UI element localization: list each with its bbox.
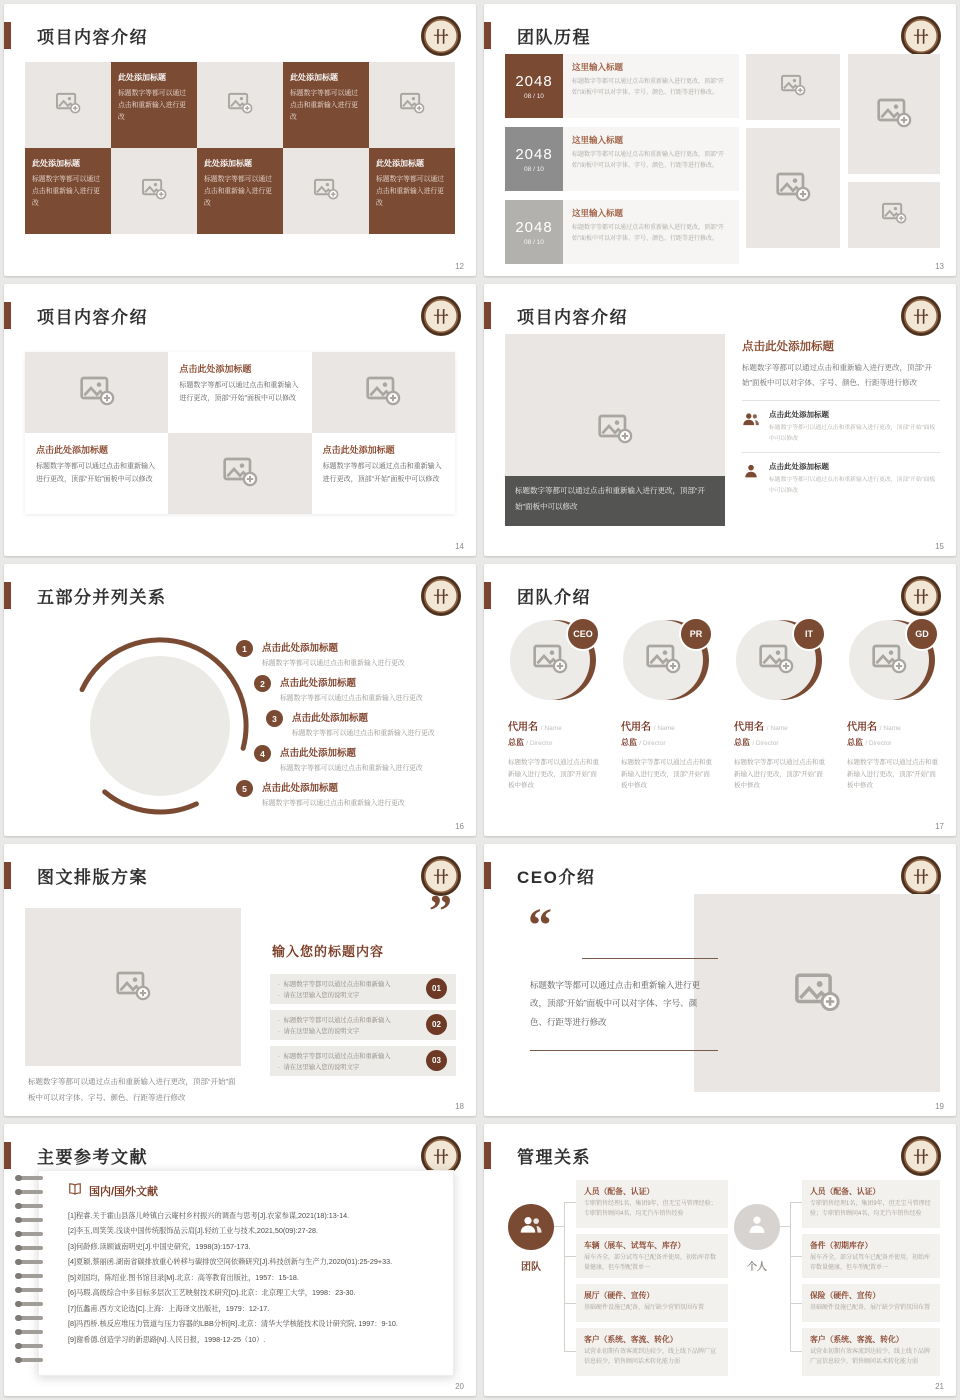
item-number: 4 bbox=[254, 745, 271, 762]
cell-body: 标题数字等都可以通过点击和重新输入进行更改 bbox=[290, 90, 358, 122]
org-box-body: 专职销售经理1名，集团9年，但无宝马管理经验；专职销售顾问4名，均无汽车销售经验 bbox=[584, 1201, 717, 1217]
slide-13-team-history[interactable] bbox=[484, 4, 956, 276]
image-caption: 标题数字等都可以通过点击和重新输入进行更改，顶部“开始”面板中可以修改 bbox=[505, 476, 725, 526]
accent-bar bbox=[4, 22, 11, 49]
cell-title: 此处添加标题 bbox=[32, 159, 80, 168]
image-placeholder-icon bbox=[775, 170, 811, 207]
book-icon bbox=[68, 1182, 82, 1200]
item-number: 1 bbox=[236, 640, 253, 657]
item-title: 点击此处添加标题 bbox=[280, 748, 357, 759]
text-cell bbox=[283, 62, 369, 148]
section-heading: 输入您的标题内容 bbox=[272, 944, 385, 959]
brand-logo-icon: 卄 bbox=[901, 16, 941, 56]
numbered-item bbox=[270, 1010, 456, 1040]
content-grid bbox=[25, 352, 455, 514]
numbered-item bbox=[270, 1046, 456, 1076]
image-placeholder-icon bbox=[645, 642, 681, 679]
quote-mark-icon: ” bbox=[429, 885, 452, 936]
timeline-body: 标题数字等都可以通过点击和重新输入进行更改，顶部“开始”面板中可以对字体、字号、颜色、行距等进行修改。 bbox=[572, 225, 724, 243]
reference-item: [8]冯西桥.核反应堆压力管道与压力容器的LBB分析[R].北京：清华大学核能技术设计研究院, 1997：9-10. bbox=[68, 1319, 398, 1329]
list-item bbox=[254, 745, 423, 772]
slide-title: CEO介绍 bbox=[517, 867, 596, 887]
numbered-item bbox=[270, 974, 456, 1004]
image-placeholder bbox=[25, 352, 168, 433]
cell-title: 此处添加标题 bbox=[290, 73, 338, 82]
page-number: 21 bbox=[935, 1382, 944, 1391]
reference-item: [5]刘国均，陈绍业.图书馆目录[M].北京：高等教育出版社，1957：15-18. bbox=[68, 1272, 299, 1282]
image-placeholder-icon bbox=[141, 177, 167, 205]
cell-body: 标题数字等都可以通过点击和重新输入进行更改，顶部“开始”面板中可以修改 bbox=[36, 463, 155, 483]
slide-12-project-intro[interactable] bbox=[4, 4, 476, 276]
image-placeholder-icon bbox=[227, 91, 253, 119]
connector bbox=[564, 1202, 565, 1351]
connector bbox=[790, 1202, 791, 1351]
accent-bar bbox=[4, 1142, 11, 1169]
image-placeholder bbox=[694, 894, 940, 1092]
people-icon bbox=[742, 411, 760, 432]
accent-bar bbox=[484, 862, 491, 889]
feature-body: 标题数字等都可以通过点击和重新输入进行更改，顶部“开始”面板中可以修改 bbox=[769, 425, 936, 442]
org-box bbox=[576, 1284, 728, 1322]
slide-title: 五部分并列关系 bbox=[37, 587, 167, 607]
member-bio: 标题数字等都可以通过点击和重新输入进行更改，顶部“开始”面板中修改 bbox=[508, 759, 599, 790]
slide-title: 图文排版方案 bbox=[37, 867, 148, 887]
image-placeholder-icon bbox=[55, 91, 81, 119]
accent-bar bbox=[484, 22, 491, 49]
cell-title: 此处添加标题 bbox=[118, 73, 166, 82]
cell-title: 点击此处添加标题 bbox=[179, 364, 252, 374]
cell-body: 标题数字等都可以通过点击和重新输入进行更改 bbox=[118, 90, 186, 122]
connector bbox=[780, 1226, 790, 1227]
brand-logo-icon: 卄 bbox=[421, 296, 461, 336]
reference-list bbox=[68, 1208, 426, 1347]
brand-logo-icon: 卄 bbox=[421, 856, 461, 896]
feature-title: 点击此处添加标题 bbox=[769, 462, 829, 472]
org-box-title: 人员（配备、认证） bbox=[584, 1187, 655, 1196]
slide-15-project-intro[interactable] bbox=[484, 284, 956, 556]
quote-body: 标题数字等都可以通过点击和重新输入进行更改，顶部“开始”面板中可以对字体、字号、颜色、行距等进行修改 bbox=[530, 980, 701, 1027]
role-badge: IT bbox=[792, 617, 826, 651]
page-number: 18 bbox=[455, 1102, 464, 1111]
divider-line bbox=[530, 1050, 718, 1051]
connector bbox=[564, 1202, 576, 1203]
image-placeholder-icon bbox=[876, 96, 912, 133]
timeline-date: 2048 08 / 10 bbox=[505, 127, 563, 191]
cell-body: 标题数字等都可以通过点击和重新输入进行更改 bbox=[32, 176, 100, 208]
timeline-heading: 这里输入标题 bbox=[572, 135, 624, 145]
team-member-card bbox=[847, 620, 947, 799]
item-body: 标题数字等都可以通过点击和重新输入进行更改 bbox=[262, 800, 405, 807]
feature-body: 标题数字等都可以通过点击和重新输入进行更改，顶部“开始”面板中可以修改 bbox=[769, 477, 936, 494]
team-member-card bbox=[621, 620, 721, 799]
image-placeholder-icon bbox=[780, 73, 806, 101]
image-placeholder bbox=[25, 62, 111, 148]
image-placeholder-icon bbox=[758, 642, 794, 679]
bullet-line: · 请在这里输入您的说明文字 bbox=[278, 1028, 360, 1036]
org-box bbox=[802, 1284, 940, 1322]
reference-item: [3]何龄修.读顾诚南明史[J].中国史研究，1998(3):157-173. bbox=[68, 1241, 251, 1251]
cell-body: 标题数字等都可以通过点击和重新输入进行更改 bbox=[376, 176, 444, 208]
person-node bbox=[734, 1204, 780, 1250]
accent-bar bbox=[4, 862, 11, 889]
org-box-title: 客户（系统、客流、转化） bbox=[810, 1335, 904, 1344]
references-heading: 国内/国外文献 bbox=[68, 1182, 158, 1200]
text-cell bbox=[25, 148, 111, 234]
text-cell bbox=[111, 62, 197, 148]
page-number: 16 bbox=[455, 822, 464, 831]
item-title: 点击此处添加标题 bbox=[262, 783, 339, 794]
image-placeholder bbox=[111, 148, 197, 234]
image-placeholder-icon bbox=[399, 91, 425, 119]
timeline-heading: 这里输入标题 bbox=[572, 62, 624, 72]
org-box-body: 试营业初期有效客流到达较少，线上线下品牌广宣信息较少，销售顾问话术转化能力弱 bbox=[584, 1349, 717, 1365]
member-bio: 标题数字等都可以通过点击和重新输入进行更改，顶部“开始”面板中修改 bbox=[734, 759, 825, 790]
bullet-line: · 请在这里输入您的说明文字 bbox=[278, 1064, 360, 1072]
person-icon bbox=[742, 463, 760, 484]
page-number: 19 bbox=[935, 1102, 944, 1111]
org-box bbox=[576, 1234, 728, 1278]
image-placeholder-icon bbox=[365, 374, 401, 411]
list-item bbox=[236, 780, 405, 807]
timeline-date: 2048 08 / 10 bbox=[505, 54, 563, 118]
page-number: 13 bbox=[935, 262, 944, 271]
text-column bbox=[742, 338, 940, 504]
reference-item: [6]马瑕.高级综合中多目标多层次工艺映射技术研究[D].北京：北京理工大学，1998：23-30. bbox=[68, 1288, 356, 1298]
slide-title: 项目内容介绍 bbox=[37, 27, 148, 47]
item-number: 02 bbox=[426, 1014, 447, 1035]
slide-19-ceo-intro[interactable] bbox=[484, 844, 956, 1116]
section-heading: 点击此处添加标题 bbox=[742, 341, 834, 353]
slide-16-five-parts[interactable] bbox=[4, 564, 476, 836]
item-number: 3 bbox=[266, 710, 283, 727]
connector bbox=[564, 1256, 576, 1257]
team-member-card bbox=[734, 620, 834, 799]
reference-item: [9]谢希德.创造学习的新思路[N].人民日报，1998-12-25（10）. bbox=[68, 1334, 266, 1344]
image-placeholder bbox=[505, 334, 725, 526]
connector bbox=[790, 1351, 802, 1352]
item-body: 标题数字等都可以通过点击和重新输入进行更改 bbox=[280, 695, 423, 702]
member-role: 总监 / Director bbox=[734, 738, 779, 747]
brand-logo-icon: 卄 bbox=[901, 1136, 941, 1176]
slide-title: 项目内容介绍 bbox=[37, 307, 148, 327]
page-number: 15 bbox=[935, 542, 944, 551]
image-placeholder-icon bbox=[532, 642, 568, 679]
org-box-body: 专职销售经理1名，集团9年，但无宝马管理经验；专职销售顾问4名，均无汽车销售经验 bbox=[810, 1201, 931, 1217]
item-number: 01 bbox=[426, 978, 447, 999]
member-name: 代用名 / Name bbox=[621, 722, 675, 733]
slide-title: 团队历程 bbox=[517, 27, 591, 47]
image-placeholder-icon bbox=[115, 969, 151, 1006]
role-badge: CEO bbox=[566, 617, 600, 651]
reference-item: [4]夏颖,蔡丽函.湖南省碳排放重心转移与碳排放空间依赖研究[J].科技创新与生产力,2020(01):25-29+33. bbox=[68, 1257, 393, 1267]
accent-bar bbox=[484, 1142, 491, 1169]
member-name: 代用名 / Name bbox=[847, 722, 901, 733]
image-placeholder-icon bbox=[881, 201, 907, 229]
org-box-title: 车辆（展车、试驾车、库存） bbox=[584, 1241, 686, 1250]
org-box-title: 客户（系统、客流、转化） bbox=[584, 1335, 678, 1344]
image-placeholder bbox=[90, 656, 230, 796]
image-placeholder-icon bbox=[793, 970, 841, 1017]
slide-17-team-intro[interactable] bbox=[484, 564, 956, 836]
bullet-line: · 标题数字等都可以通过点击和重新输入 bbox=[278, 1017, 391, 1024]
image-placeholder bbox=[25, 908, 241, 1066]
people-icon bbox=[519, 1214, 543, 1240]
cell-body: 标题数字等都可以通过点击和重新输入进行更改 bbox=[204, 176, 272, 208]
org-box bbox=[802, 1234, 940, 1278]
image-placeholder-icon bbox=[597, 412, 633, 449]
image-placeholder bbox=[746, 128, 840, 248]
feature-row bbox=[742, 452, 940, 504]
image-placeholder-icon bbox=[79, 374, 115, 411]
text-cell bbox=[25, 433, 168, 514]
timeline-row bbox=[505, 54, 739, 118]
image-placeholder-icon bbox=[313, 177, 339, 205]
org-box-body: 展车齐全，部分试驾车已配备并使用，初始库存数量健康，但车型配置单一 bbox=[810, 1255, 931, 1271]
item-title: 点击此处添加标题 bbox=[292, 713, 369, 724]
accent-bar bbox=[484, 582, 491, 609]
section-body: 标题数字等都可以通过点击和重新输入进行更改，顶部“开始”面板中可以对字体、字号、颜色、行距等进行修改 bbox=[742, 363, 932, 387]
member-name: 代用名 / Name bbox=[734, 722, 788, 733]
connector bbox=[790, 1202, 802, 1203]
org-box-body: 试营业初期有效客流到达较少，线上线下品牌广宣信息较少，销售顾问话术转化能力弱 bbox=[810, 1349, 931, 1365]
item-number: 03 bbox=[426, 1050, 447, 1071]
cell-body: 标题数字等都可以通过点击和重新输入进行更改，顶部“开始”面板中可以修改 bbox=[322, 463, 442, 483]
cell-title: 点击此处添加标题 bbox=[36, 445, 109, 455]
slide-18-layout-scheme[interactable] bbox=[4, 844, 476, 1116]
slide-14-project-intro[interactable] bbox=[4, 284, 476, 556]
image-placeholder bbox=[746, 54, 840, 120]
page-number: 20 bbox=[455, 1382, 464, 1391]
text-cell bbox=[168, 352, 311, 433]
cell-title: 此处添加标题 bbox=[376, 159, 424, 168]
brand-logo-icon: 卄 bbox=[421, 576, 461, 616]
timeline-row bbox=[505, 127, 739, 191]
cell-body: 标题数字等都可以通过点击和重新输入进行更改，顶部“开始”面板中可以修改 bbox=[179, 382, 299, 402]
bullet-line: · 标题数字等都可以通过点击和重新输入 bbox=[278, 1053, 391, 1060]
timeline-row bbox=[505, 200, 739, 264]
member-bio: 标题数字等都可以通过点击和重新输入进行更改，顶部“开始”面板中修改 bbox=[621, 759, 712, 790]
person-icon bbox=[745, 1214, 769, 1240]
role-badge: GD bbox=[905, 617, 939, 651]
image-placeholder-icon bbox=[222, 455, 258, 492]
bullet-line: · 请在这里输入您的说明文字 bbox=[278, 992, 360, 1000]
list-item bbox=[254, 675, 423, 702]
item-body: 标题数字等都可以通过点击和重新输入进行更改 bbox=[292, 730, 435, 737]
slide-21-management-relations[interactable] bbox=[484, 1124, 956, 1396]
image-placeholder bbox=[848, 54, 940, 174]
image-placeholder bbox=[312, 352, 455, 433]
list-item bbox=[236, 640, 405, 667]
connector bbox=[790, 1256, 802, 1257]
team-label: 团队 bbox=[521, 1262, 541, 1273]
feature-title: 点击此处添加标题 bbox=[769, 410, 829, 420]
checkerboard-grid bbox=[25, 62, 455, 234]
brand-logo-icon: 卄 bbox=[901, 856, 941, 896]
org-box-body: 基础硬件设施已配备，展厅缺少营销氛围布置 bbox=[810, 1305, 931, 1311]
reference-item: [1]程睿.关于霍山县落儿岭镇白云庵村乡村振兴的调查与思考[J].农家参谋,2021(18):13-14. bbox=[68, 1211, 350, 1220]
connector bbox=[554, 1226, 564, 1227]
org-box-body: 基础硬件设施已配备，展厅缺少营销氛围布置 bbox=[584, 1305, 705, 1311]
org-box-body: 展车齐全，部分试驾车已配备并使用，初始库存数量健康，但车型配置单一 bbox=[584, 1255, 717, 1271]
item-number: 5 bbox=[236, 780, 253, 797]
quote-mark-icon: “ bbox=[528, 899, 552, 952]
image-placeholder bbox=[197, 62, 283, 148]
person-label: 个人 bbox=[747, 1262, 767, 1273]
org-box bbox=[576, 1328, 728, 1376]
timeline-body: 标题数字等都可以通过点击和重新输入进行更改，顶部“开始”面板中可以对字体、字号、颜色、行距等进行修改。 bbox=[572, 79, 724, 97]
slide-title: 项目内容介绍 bbox=[517, 307, 628, 327]
brand-logo-icon: 卄 bbox=[901, 296, 941, 336]
org-box-title: 备件（初期库存） bbox=[810, 1241, 873, 1250]
timeline-heading: 这里输入标题 bbox=[572, 208, 624, 218]
member-role: 总监 / Director bbox=[621, 738, 666, 747]
slide-20-references[interactable] bbox=[4, 1124, 476, 1396]
text-cell bbox=[312, 433, 455, 514]
page-number: 14 bbox=[455, 542, 464, 551]
accent-bar bbox=[4, 582, 11, 609]
slide-title: 主要参考文献 bbox=[37, 1147, 148, 1167]
org-box-title: 人员（配备、认证） bbox=[810, 1187, 881, 1196]
page-number: 12 bbox=[455, 262, 464, 271]
page-number: 17 bbox=[935, 822, 944, 831]
divider-line bbox=[582, 958, 718, 959]
item-body: 标题数字等都可以通过点击和重新输入进行更改 bbox=[280, 765, 423, 772]
image-placeholder bbox=[848, 182, 940, 248]
text-cell bbox=[369, 148, 455, 234]
team-member-card bbox=[508, 620, 608, 799]
timeline-body: 标题数字等都可以通过点击和重新输入进行更改，顶部“开始”面板中可以对字体、字号、颜色、行距等进行修改。 bbox=[572, 152, 724, 170]
org-box bbox=[802, 1180, 940, 1228]
connector bbox=[564, 1351, 576, 1352]
timeline-date: 2048 08 / 10 bbox=[505, 200, 563, 264]
slide-header bbox=[4, 20, 148, 50]
connector bbox=[564, 1303, 576, 1304]
cell-title: 此处添加标题 bbox=[204, 159, 252, 168]
member-role: 总监 / Director bbox=[508, 738, 553, 747]
slide-title: 团队介绍 bbox=[517, 587, 591, 607]
list-item bbox=[266, 710, 435, 737]
item-title: 点击此处添加标题 bbox=[280, 678, 357, 689]
timeline bbox=[505, 54, 739, 273]
image-placeholder-icon bbox=[871, 642, 907, 679]
cell-title: 点击此处添加标题 bbox=[322, 445, 395, 455]
image-placeholder bbox=[283, 148, 369, 234]
org-box bbox=[576, 1180, 728, 1228]
feature-row bbox=[742, 400, 940, 452]
item-number: 2 bbox=[254, 675, 271, 692]
slide-title: 管理关系 bbox=[517, 1147, 591, 1167]
item-body: 标题数字等都可以通过点击和重新输入进行更改 bbox=[262, 660, 405, 667]
item-title: 点击此处添加标题 bbox=[262, 643, 339, 654]
image-placeholder bbox=[168, 433, 311, 514]
image-placeholder bbox=[369, 62, 455, 148]
reference-item: [2]李玉,周笑笑.浅谈中国传统服饰品云肩[J].轻纺工业与技术,2021,50(09):27-28. bbox=[68, 1226, 319, 1236]
connector bbox=[790, 1303, 802, 1304]
text-cell bbox=[197, 148, 283, 234]
team-node bbox=[508, 1204, 554, 1250]
accent-bar bbox=[484, 302, 491, 329]
org-box-title: 保险（硬件、宣传） bbox=[810, 1291, 881, 1300]
org-box-title: 展厅（硬件、宣传） bbox=[584, 1291, 655, 1300]
member-bio: 标题数字等都可以通过点击和重新输入进行更改，顶部“开始”面板中修改 bbox=[847, 759, 938, 790]
image-caption: 标题数字等都可以通过点击和重新输入进行更改，顶部“开始”面板中可以对字体、字号、颜色、行距等进行修改 bbox=[28, 1077, 236, 1102]
role-badge: PR bbox=[679, 617, 713, 651]
brand-logo-icon: 卄 bbox=[421, 16, 461, 56]
accent-bar bbox=[4, 302, 11, 329]
brand-logo-icon: 卄 bbox=[421, 1136, 461, 1176]
brand-logo-icon: 卄 bbox=[901, 576, 941, 616]
member-role: 总监 / Director bbox=[847, 738, 892, 747]
bullet-line: · 标题数字等都可以通过点击和重新输入 bbox=[278, 981, 391, 988]
org-box bbox=[802, 1328, 940, 1376]
member-name: 代用名 / Name bbox=[508, 722, 562, 733]
reference-item: [7]伍蠡甫.西方文论选[C].上海：上海译文出版社，1979：12-17. bbox=[68, 1303, 270, 1313]
